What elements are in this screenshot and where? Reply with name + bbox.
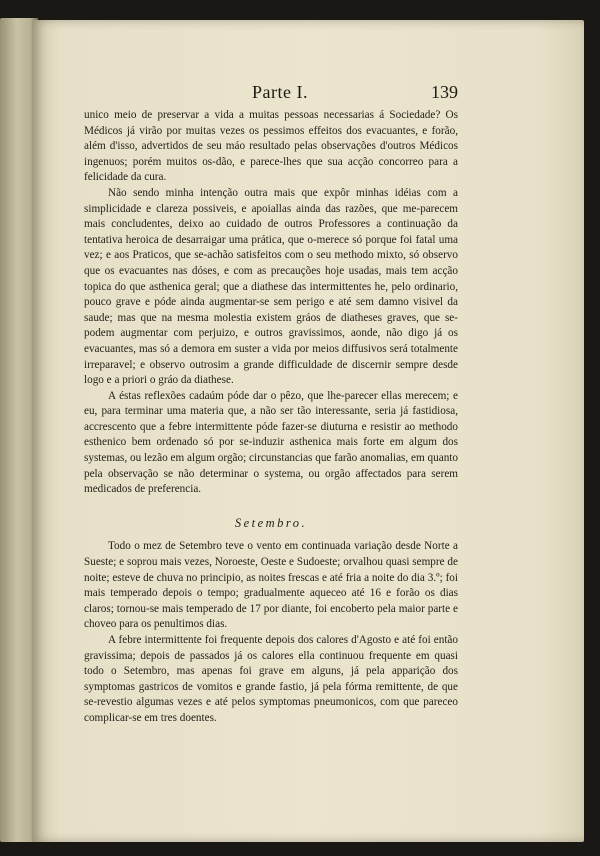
- paragraph: Não sendo minha intenção outra mais que expôr minhas idéias com a simplicidade e clareza possiveis, e apoiallas ainda das razões, que me-parecem mais concludentes, deixo ao cuidado de outros Professores a continuação da tentativa heroica de desarraigar uma prática, que o-merece só porque foi fatal uma vez; e aos Praticos, que se-achão satisfeitos com o seu methodo mixto, só observo que os evacuantes nas dóses, e com as precauções hoje usadas, mais tem acção topica do que asthenica geral; que a diathese das intermittentes he, pelo ordinario, pouco grave e póde ainda augmentar-se sem perigo e até sem damno visivel da saude; mas que na mesma molestia existem gráos de diatheses graves, que se-podem augmentar com perjuizo, e outros gravissimos, aonde, não digo já os evacuantes, mas só a demora em suster a vida por meios diffusivos será totalmente irreparavel; e observo outrosim a grande difficuldade de discernir sempre desde logo e a priori o gráo da diathese.: [84, 186, 458, 387]
- running-head: Parte I.: [252, 82, 308, 102]
- section-title-text: Setembro.: [234, 515, 308, 530]
- paragraph: A éstas reflexões cadaúm póde dar o pêzo, que lhe-parecer ellas merecem; e eu, para terminar uma materia que, a não ser tão interessante, seria já fastidiosa, accrescento que a febre intermittente póde fazer-se diuturna e resistir ao methodo esthenico bem ordenado só por se-induzir asthenica mais forte em algum dos systemas, ou lezão em algum orgão; circunstancias que farão anomalias, em quanto pela observação se não determinar o systema, ou orgão affectados para serem medicados de preferencia.: [84, 389, 458, 496]
- body-text: [84, 108, 458, 727]
- paragraph: A febre intermittente foi frequente depois dos calores d'Agosto e até foi então gravissima; depois de passados já os calores ella continuou frequente em quasi todo o Setembro, mas apenas foi grave em alguns, já pela apparição dos symptomas gastricos de vomitos e grande fastio, já pela fórma remittente, de que se-revestio algumas vezes e até pelos symptomas pneumonicos, com que pareceo complicar-se em tres doentes.: [84, 634, 458, 724]
- page-header: [80, 82, 458, 108]
- page-number: 139: [431, 82, 458, 102]
- section-title: [84, 516, 458, 532]
- paragraph: Todo o mez de Setembro teve o vento em continuada variação desde Norte a Sueste; e soprou mais vezes, Noroeste, Oeste e Sudoeste; orvalhou quasi sempre de noite; esteve de chuva no principio, as noites frescas e até fria a noite do dia 3.º; foi mais temperado depois o tempo; gradualmente aqueceo até 16 e forão os dias claros; tornou-se mais temperado de 17 por diante, foi encoberto pela maior parte e choveo para os penultimos dias.: [84, 540, 458, 631]
- paragraph: unico meio de preservar a vida a muitas pessoas necessarias á Sociedade? Os Médicos já virão por muitas vezes os pessimos effeitos dos evacuantes, e forão, além d'isso, advertidos de seu máo resultado pelas observações d'outros Médicos ingenuos; porém muitos os-dão, e parece-lhes que sua acção concorreo para a felicidade da cura.: [84, 109, 458, 184]
